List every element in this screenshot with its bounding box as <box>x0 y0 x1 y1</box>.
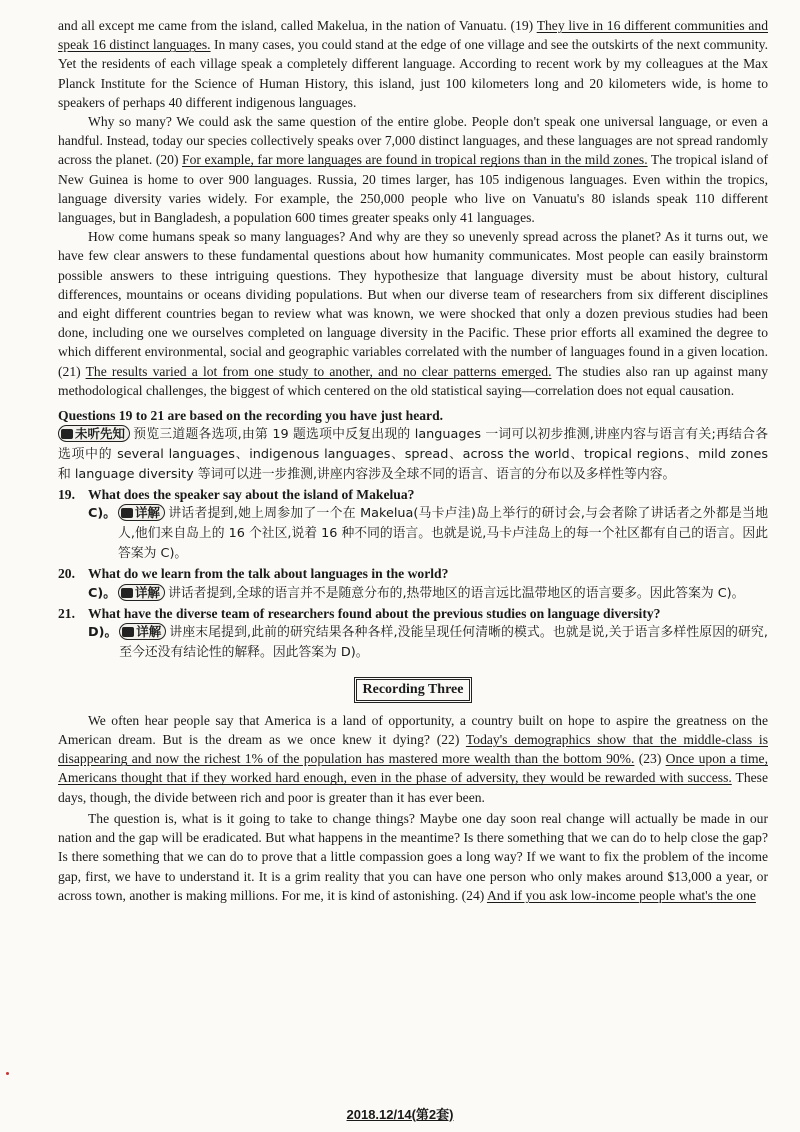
text: The studies also ran up against many methodological challenges, the biggest of which centered on the old statistical saying—correlation does not equal causation. <box>58 363 768 398</box>
explanation: 讲话者提到,全球的语言并不是随意分布的,热带地区的语言远比温带地区的语言要多。因此答案为 C)。 <box>168 585 745 601</box>
intro-paragraph-2 <box>58 112 768 227</box>
question-number: 20. <box>58 566 75 582</box>
question-20 <box>58 564 768 603</box>
book-icon <box>61 429 73 439</box>
explanation: 讲话者提到,她上周参加了一个在 Makelua(马卡卢洼)岛上举行的研讨会,与会者除了讲话者之外都是当地人,他们来自岛上的 16 个社区,说着 16 种不同的语言。也就是说,马卡卢洼岛上的每一个社区都有自己的语言。因此答案为 C)。 <box>118 506 768 562</box>
question-text: What does the speaker say about the island of Makelua? <box>88 487 415 503</box>
underlined-answer-24: And if you ask low-income people what's the one <box>486 887 756 903</box>
book-icon <box>121 508 133 518</box>
document-page <box>58 16 768 905</box>
text: In many cases, you could stand at the edge of one village and see the outskirts of the next community. Yet the residents of each village speak a completely different language. According to recent work by my colleagues at the Max Planck Institute for the Science of Human History, this island, just 100 kilometers long and 20 kilometers wide, is home to speakers of perhaps 40 different indigenous languages. <box>58 37 768 110</box>
explain-tag-label: 详解 <box>135 505 161 521</box>
section-heading: Questions 19 to 21 are based on the recording you have just heard. <box>58 408 444 424</box>
preview-text: 预览三道题各选项,由第 19 题选项中反复出现的 languages 一词可以初步推测,讲座内容与语言有关;再结合各选项中的 several languages、indigenous languages、spread、across the world、tropical regions、mild zones 和 language diversity 等词可以进一步推测,讲座内容涉及全球不同的语言、语言的分布以及多样性等内容。 <box>58 427 768 483</box>
intro-paragraph-3 <box>58 227 768 400</box>
question-number: 21. <box>58 605 75 621</box>
explain-tag-label: 详解 <box>135 584 161 600</box>
preview-tag <box>58 425 130 442</box>
underlined-answer-21: The results varied a lot from one study to another, and no clear patterns emerged. <box>85 363 552 379</box>
question-text: What have the diverse team of researchers found about the previous studies on language diversity? <box>88 605 661 621</box>
text: The tropical island of New Guinea is home to over 900 languages. Russia, 20 times larger, has 105 indigenous languages. Even within the tropics, language diversity varies widely. For example, the 250,000 people who live on Vanuatu's 80 islands speak 110 different languages, but in Bangladesh, a population 600 times greater speaks only 41 languages. <box>58 152 768 226</box>
question-text: What do we learn from the talk about languages in the world? <box>88 566 449 582</box>
book-icon <box>121 588 133 598</box>
answer-letter: C)。 <box>88 585 117 601</box>
page-footer: 2018.12/14(第2套) <box>346 1107 454 1122</box>
scan-mark <box>6 1072 9 1075</box>
book-icon <box>122 627 134 637</box>
question-21 <box>58 604 768 663</box>
intro-paragraph-1 <box>58 16 768 112</box>
question-19 <box>58 485 768 564</box>
underlined-answer-22: Today's demographics show that the middle-class is disappearing and now the richest 1% of the population has mastered more wealth than the bottom 90%. <box>58 732 768 767</box>
text: These days, though, the divide between rich and poor is greater than it has ever been. <box>58 770 768 805</box>
recording-title: Recording Three <box>356 679 471 701</box>
explain-tag <box>119 623 166 640</box>
explain-tag <box>118 584 165 601</box>
text: (23) <box>634 751 666 767</box>
explain-tag <box>118 504 165 521</box>
question-number: 19. <box>58 487 75 503</box>
text: and all except me came from the island, called Makelua, in the nation of Vanuatu. (19) <box>58 18 537 33</box>
explain-tag-label: 详解 <box>136 623 162 639</box>
text: Why so many? We could ask the same question of the entire globe. People don't speak one universal language, or even a handful. Instead, today our species collectively speaks over 7,000 distinct languages, and these languages are not spread randomly across the planet. (20) <box>58 114 768 168</box>
text: How come humans speak so many languages? And why are they so unevenly spread across the planet? As it turns out, we have few clear answers to these fundamental questions about how humanity communicates. Most people can easily brainstorm possible answers to these intriguing questions. They hypothesize that language diversity must be about history, cultural differences, mountains or oceans dividing populations. But when our diverse team of researchers from six different disciplines and eight different countries began to review what was known, we were shocked that only a dozen previous studies had been done, including one we ourselves completed on language diversity in the Pacific. These prior efforts all examined the degree to which different environmental, social and geographic variables correlated with the number of languages found in a given location. (21) <box>58 229 768 379</box>
answer-letter: C)。 <box>88 506 117 522</box>
explanation: 讲座末尾提到,此前的研究结果各种各样,没能呈现任何清晰的模式。也就是说,关于语言多样性原因的研究,至今还没有结论性的解释。因此答案为 D)。 <box>119 624 768 660</box>
text: The question is, what is it going to take to change things? Maybe one day soon real change will actually be made in our nation and the gap will be eradicated. But what happens in the meantime? Is there something that we can do to help close the gap? Is there something that we can do to prove that a little compassion goes a long way? If we want to fix the problem of the income gap, first, we have to understand it. It is a grim reality that you can have one person who only makes around $13,000 a year, or across town, another is making millions. For me, it is kind of astonishing. (24) <box>58 810 768 903</box>
recording-paragraph-2 <box>58 809 768 905</box>
underlined-answer-20: For example, far more languages are found in tropical regions than in the mild zones. <box>182 152 648 168</box>
preview-tag-label: 未听先知 <box>75 426 126 442</box>
text: We often hear people say that America is a land of opportunity, a country built on hope to aspire the greatness on the American dream. But is the dream as we once knew it dying? (22) <box>58 712 768 748</box>
preview-block <box>58 425 768 485</box>
underlined-answer-23: Once upon a time, Americans thought that if they worked hard enough, even in the phase of adversity, they would be rewarded with success. <box>58 751 768 786</box>
recording-title-box <box>58 677 768 703</box>
recording-paragraph-1 <box>58 711 768 807</box>
answer-letter: D)。 <box>88 624 118 640</box>
underlined-answer-19: They live in 16 different communities and speak 16 distinct languages. <box>58 18 769 53</box>
